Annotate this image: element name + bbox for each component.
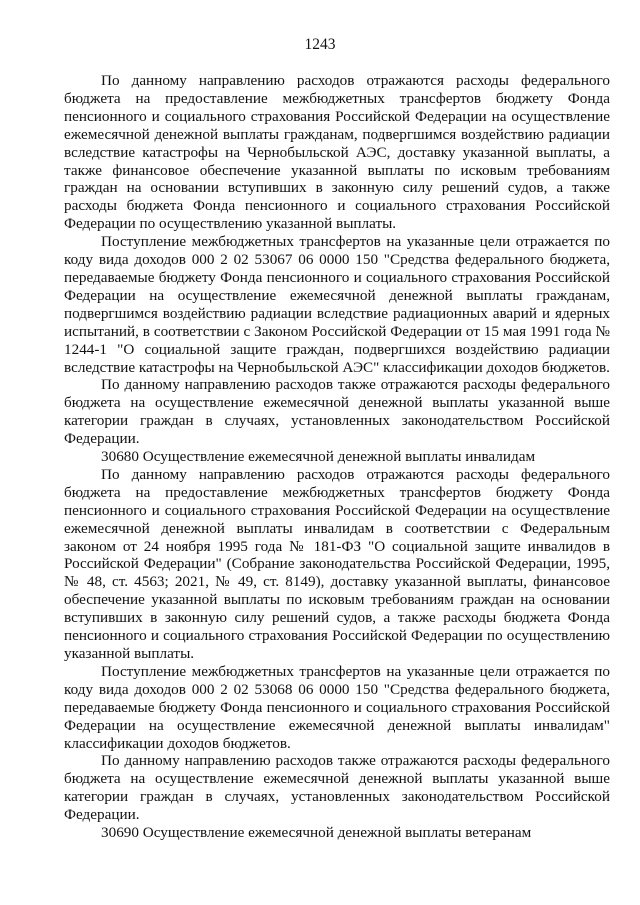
paragraph-disabled-income-code: Поступление межбюджетных трансфертов на указанные цели отражается по коду вида доходов 000 2 02 53068 06 0000 150 "Средства федерального бюджета, передаваемые бюджету Фонда пенсионного и социального страхования Российской Федерации на осуществление ежемесячной денежной выплаты инвалидам" классификации доходов бюджетов. <box>64 662 610 752</box>
body-text <box>64 72 610 842</box>
paragraph-chernobyl-income-code: Поступление межбюджетных трансфертов на указанные цели отражается по коду вида доходов 000 2 02 53067 06 0000 150 "Средства федерального бюджета, передаваемые бюджету Фонда пенсионного и социального страхования Российской Федерации на осуществление ежемесячной денежной выплаты гражданам, подвергшимся воздействию радиации вследствие радиационных аварий и ядерных испытаний, в соответствии с Законом Российской Федерации от 15 мая 1991 года № 1244-1 "О социальной защите граждан, подвергшихся воздействию радиации вследствие катастрофы на Чернобыльской АЭС" классификации доходов бюджетов. <box>64 233 610 376</box>
paragraph-chernobyl-federal-expenses: По данному направлению расходов также отражаются расходы федерального бюджета на осуществление ежемесячной денежной выплаты указанной выше категории граждан в случаях, установленных законодательством Российской Федерации. <box>64 376 610 448</box>
paragraph-disabled-federal-expenses: По данному направлению расходов также отражаются расходы федерального бюджета на осуществление ежемесячной денежной выплаты указанной выше категории граждан в случаях, установленных законодательством Российской Федерации. <box>64 752 610 824</box>
paragraph-chernobyl-transfers: По данному направлению расходов отражаются расходы федерального бюджета на предоставление межбюджетных трансфертов бюджету Фонда пенсионного и социального страхования Российской Федерации на осуществление ежемесячной денежной выплаты гражданам, подвергшимся воздействию радиации вследствие катастрофы на Чернобыльской АЭС, доставку указанной выплаты, а также финансовое обеспечение указанной выплаты по исковым требованиям граждан на основании вступивших в законную силу решений судов, а также расходы бюджета Фонда пенсионного и социального страхования Российской Федерации по осуществлению указанной выплаты. <box>64 72 610 233</box>
paragraph-disabled-transfers: По данному направлению расходов отражаются расходы федерального бюджета на предоставление межбюджетных трансфертов бюджету Фонда пенсионного и социального страхования Российской Федерации на осуществление ежемесячной денежной выплаты инвалидам в соответствии с Федеральным законом от 24 ноября 1995 года № 181-ФЗ "О социальной защите инвалидов в Российской Федерации" (Собрание законодательства Российской Федерации, 1995, № 48, ст. 4563; 2021, № 49, ст. 8149), доставку указанной выплаты, финансовое обеспечение указанной выплаты по исковым требованиям граждан на основании вступивших в законную силу решений судов, а также расходы бюджета Фонда пенсионного и социального страхования Российской Федерации по осуществлению указанной выплаты. <box>64 465 610 662</box>
section-heading-30680: 30680 Осуществление ежемесячной денежной выплаты инвалидам <box>101 448 536 466</box>
section-heading-30690: 30690 Осуществление ежемесячной денежной выплаты ветеранам <box>101 824 532 842</box>
page-number: 1243 <box>304 36 336 53</box>
